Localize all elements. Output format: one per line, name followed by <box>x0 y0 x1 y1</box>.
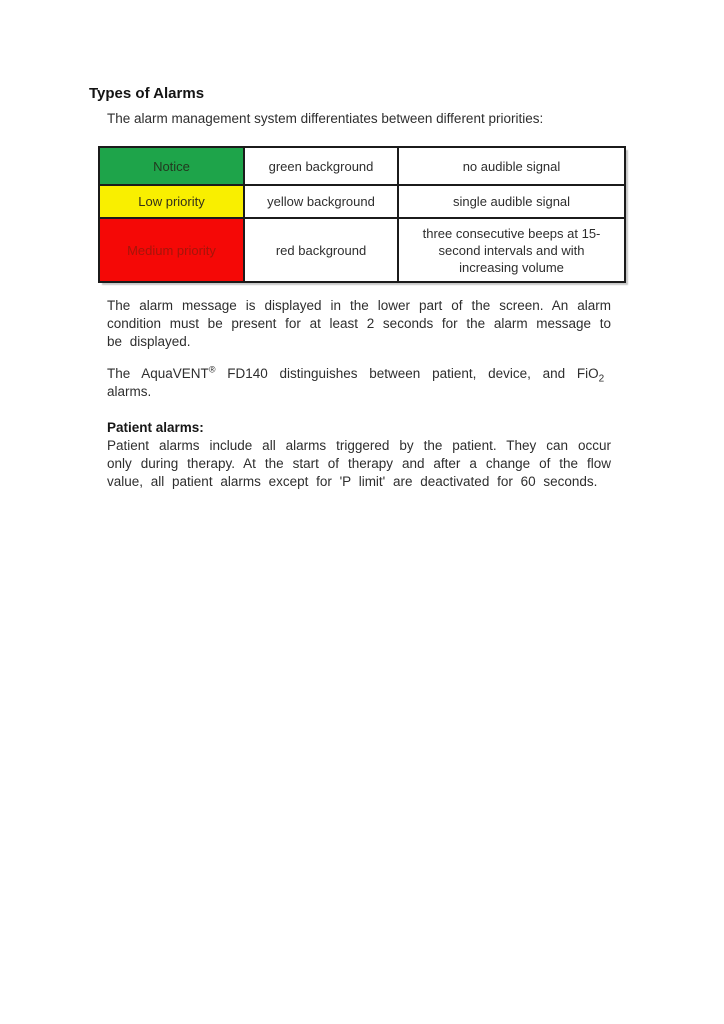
priority-label-cell: Medium priority <box>99 218 244 282</box>
priority-label-cell: Notice <box>99 147 244 185</box>
aquavent-text-mid: FD140 distinguishes between patient, device, and FiO <box>215 366 599 381</box>
table-row-notice <box>99 147 625 185</box>
aquavent-line1 <box>107 364 605 385</box>
background-desc-cell: yellow background <box>244 185 398 218</box>
patient-alarms-heading: Patient alarms: <box>107 420 204 435</box>
alarm-priority-table <box>98 146 626 283</box>
audible-signal-cell: single audible signal <box>398 185 625 218</box>
background-desc-cell: red background <box>244 218 398 282</box>
aquavent-line2: alarms. <box>107 384 152 399</box>
table-row-medium-priority <box>99 218 625 282</box>
aquavent-paragraph <box>107 365 611 401</box>
priority-label-cell: Low priority <box>99 185 244 218</box>
alarm-message-paragraph: The alarm message is displayed in the lower part of the screen. An alarm condition must be present for at least 2 seconds for the alarm message to be displayed. <box>107 298 611 349</box>
aquavent-text-pre: The AquaVENT <box>107 366 209 381</box>
page-title: Types of Alarms <box>89 85 205 102</box>
registered-trademark-symbol: ® <box>208 364 216 375</box>
intro-text: The alarm management system differentiates between different priorities: <box>107 111 544 126</box>
patient-alarms-paragraph: Patient alarms include all alarms triggered by the patient. They can occur only during therapy. At the start of therapy and after a change of the flow value, all patient alarms except for 'P limit' are deactivated for 60 seconds. <box>107 438 611 489</box>
fio2-subscript: 2 <box>598 373 605 385</box>
audible-signal-cell: no audible signal <box>398 147 625 185</box>
audible-signal-cell: three consecutive beeps at 15-second intervals and with increasing volume <box>398 218 625 282</box>
background-desc-cell: green background <box>244 147 398 185</box>
table-row-low-priority <box>99 185 625 218</box>
